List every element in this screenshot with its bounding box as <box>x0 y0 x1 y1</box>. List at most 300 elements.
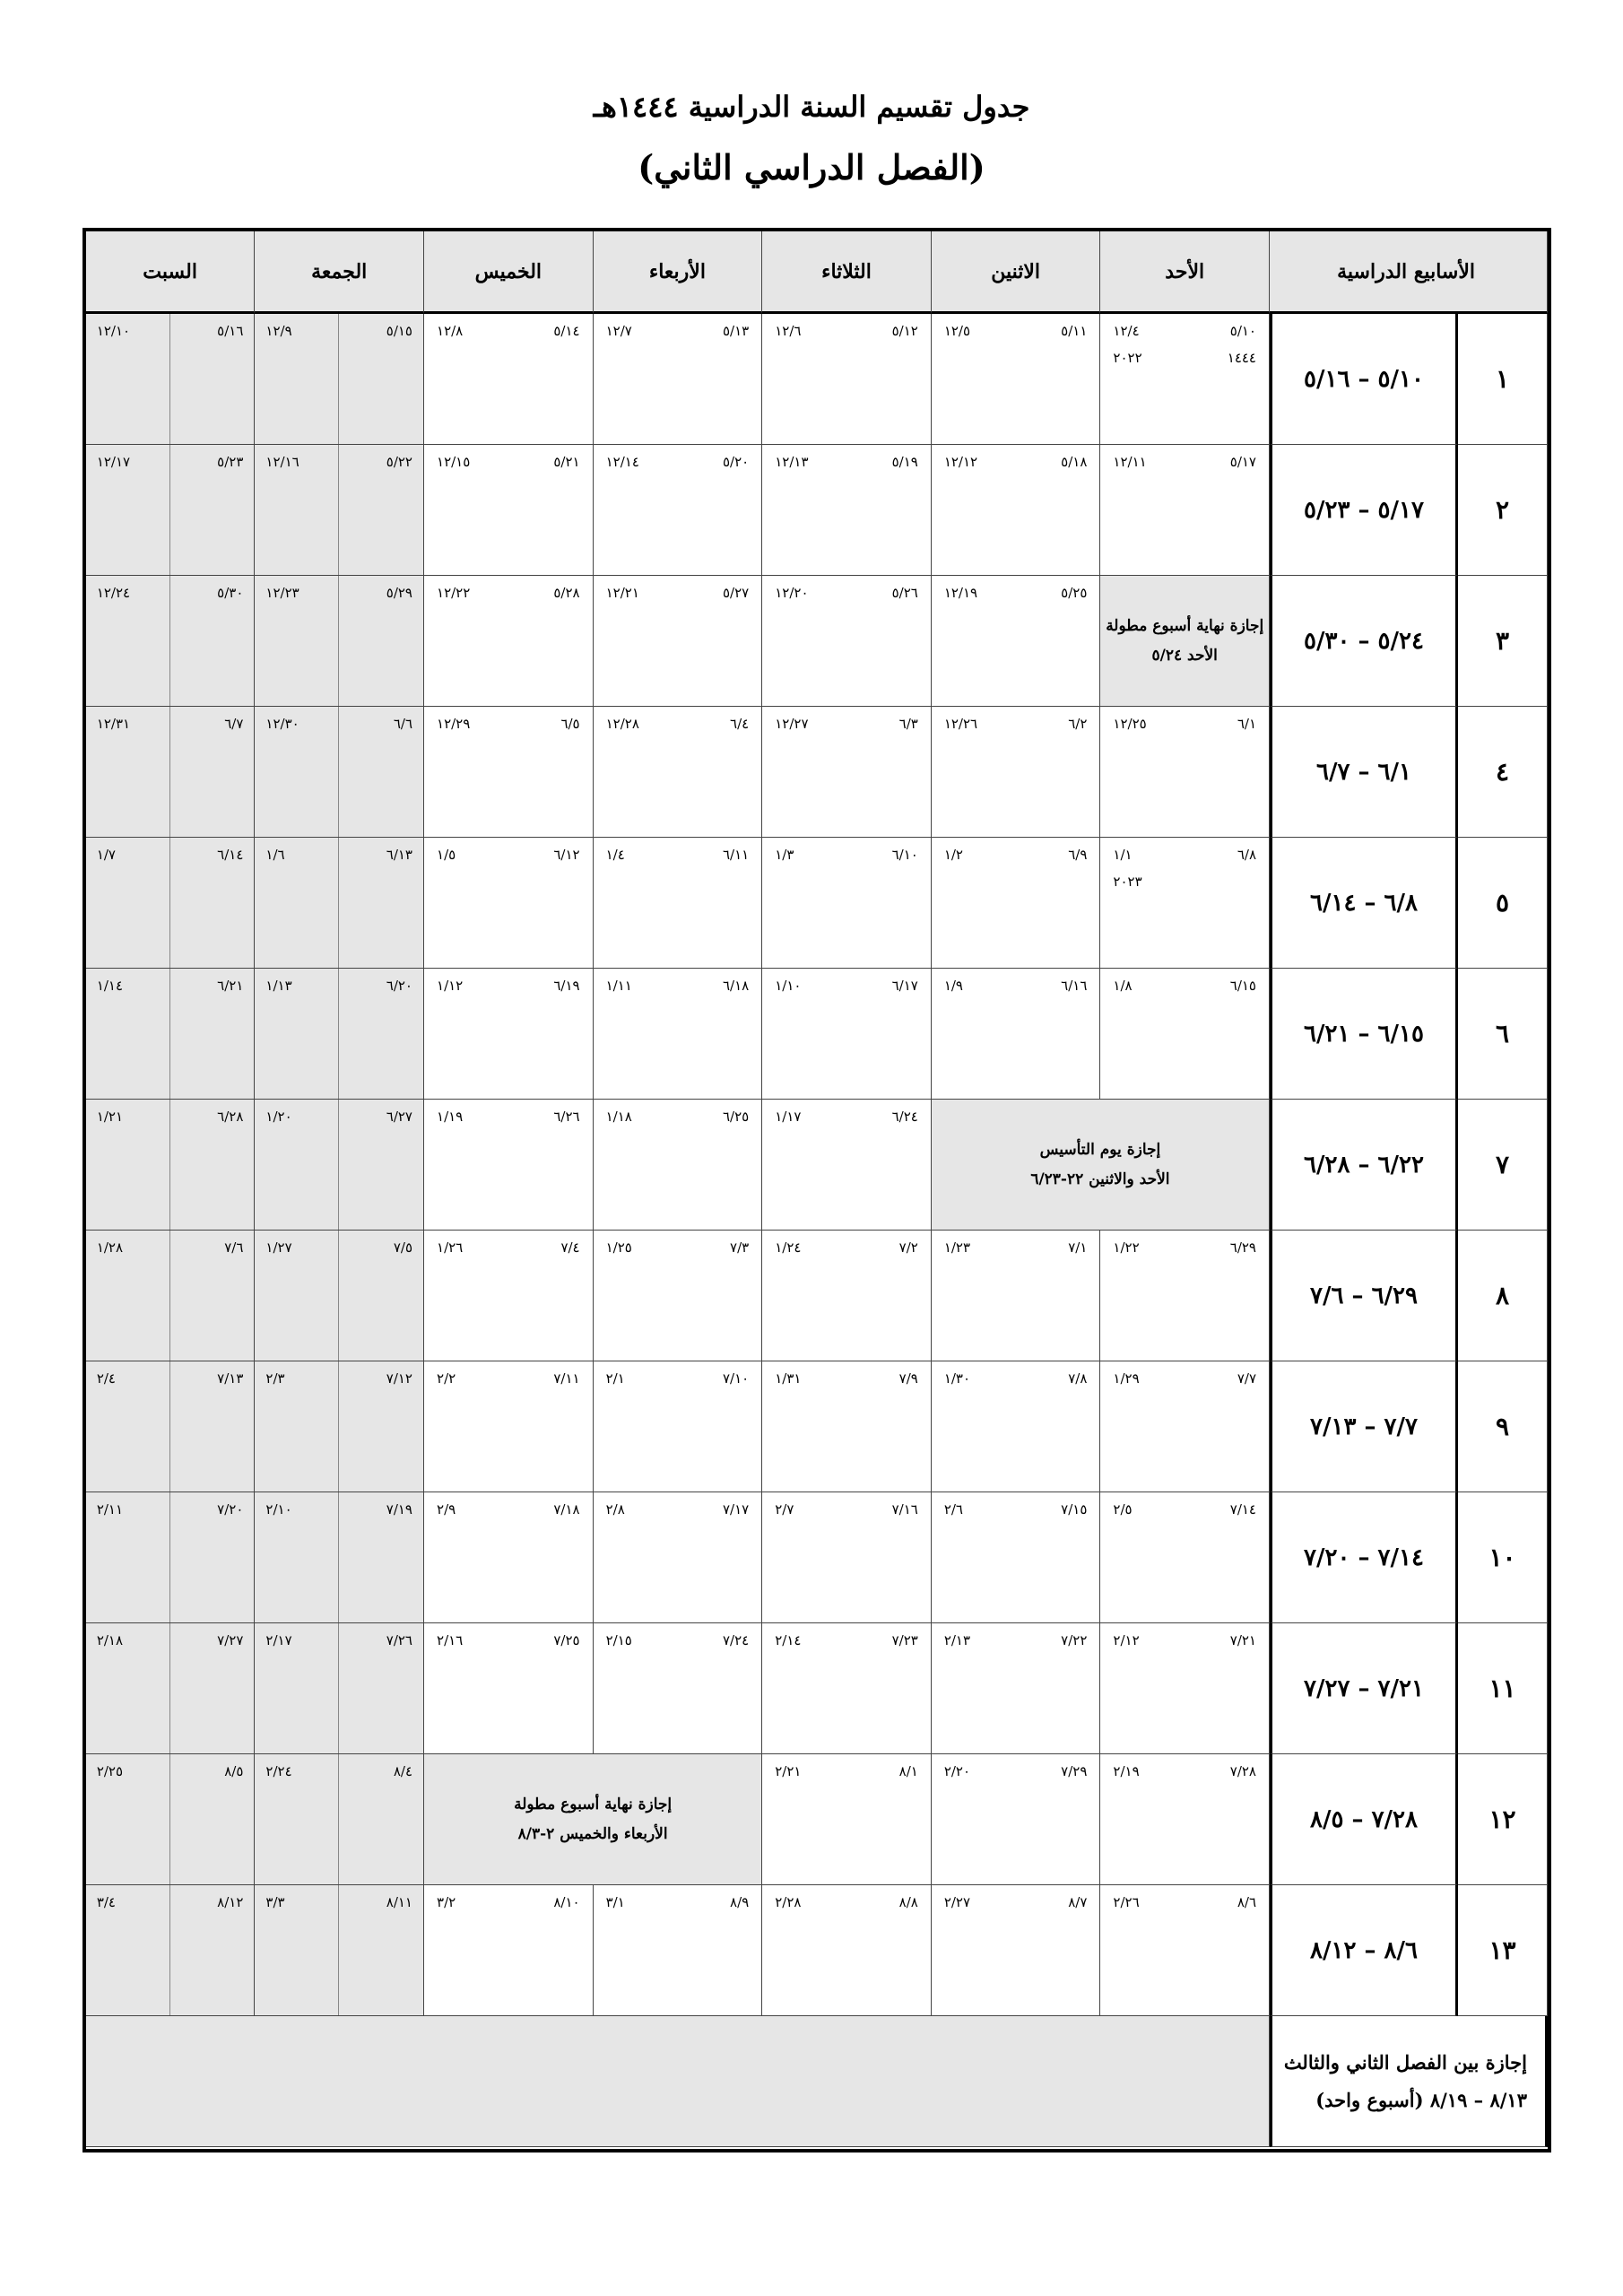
week-number-label: ١٣ <box>1488 1935 1516 1965</box>
header-day-label: الخميس <box>474 259 542 283</box>
hijri-date: ٧/٢ <box>898 1239 918 1256</box>
week-number <box>1458 1231 1548 1361</box>
week-range-label: ٧/١٤ – ٧/٢٠ <box>1304 1544 1424 1571</box>
gregorian-date: ١٢/٩ <box>265 323 292 339</box>
hijri-date: ٧/٢٣ <box>891 1632 918 1648</box>
gregorian-year: ٢٠٢٢ <box>1113 350 1142 366</box>
day-cell <box>86 1361 256 1492</box>
hijri-date: ٦/١١ <box>722 847 750 863</box>
gregorian-date: ٢/١٥ <box>605 1632 632 1648</box>
hijri-date: ٧/١٩ <box>386 1501 412 1518</box>
hijri-date: ٧/٩ <box>898 1370 918 1387</box>
week-number-label: ٨ <box>1495 1281 1510 1310</box>
day-cell <box>1100 838 1270 969</box>
holiday-note <box>1100 576 1270 707</box>
day-cell <box>86 1885 256 2016</box>
hijri-date: ٧/٥ <box>393 1239 412 1256</box>
day-cell <box>762 838 932 969</box>
day-cell <box>594 445 763 576</box>
hijri-date: ٦/١ <box>1237 716 1256 732</box>
day-cell <box>594 1231 763 1361</box>
gregorian-date: ٢/٧ <box>775 1501 794 1518</box>
gregorian-date: ١٢/٢٢ <box>437 585 471 601</box>
header-day-label: الاثنين <box>991 259 1041 283</box>
week-range-label: ٥/١٧ – ٥/٢٣ <box>1304 496 1424 524</box>
gregorian-date: ٢/٢٧ <box>943 1894 971 1910</box>
day-cell <box>1100 1231 1270 1361</box>
hijri-date: ٨/٧ <box>1068 1894 1088 1910</box>
hijri-date: ٦/٢٤ <box>891 1109 918 1125</box>
gregorian-date: ٢/١٧ <box>265 1632 292 1648</box>
gregorian-date: ١/٢٠ <box>265 1109 292 1125</box>
gregorian-date: ٢/٣ <box>265 1370 285 1387</box>
gregorian-date: ١/٣٠ <box>943 1370 971 1387</box>
day-cell <box>594 1623 763 1754</box>
week-number <box>1458 1100 1548 1231</box>
gregorian-date: ١٢/١٤ <box>605 454 639 470</box>
hijri-date: ٨/٥ <box>224 1763 244 1779</box>
week-range <box>1270 576 1458 707</box>
week-range-label: ٦/١٥ – ٦/٢١ <box>1304 1020 1424 1048</box>
hijri-date: ٦/٢ <box>1068 716 1088 732</box>
gregorian-date: ١٢/٢٧ <box>775 716 809 732</box>
day-cell <box>255 838 424 969</box>
hijri-date: ٧/٢٠ <box>217 1501 244 1518</box>
hijri-date: ٥/٣٠ <box>217 585 244 601</box>
week-number <box>1458 1754 1548 1885</box>
hijri-date: ٧/١٤ <box>1229 1501 1256 1518</box>
day-cell <box>932 1361 1101 1492</box>
week-number-label: ٩ <box>1495 1412 1510 1441</box>
hijri-date: ٥/٢٧ <box>722 585 750 601</box>
day-cell <box>424 576 594 707</box>
hijri-date: ٦/٢٦ <box>553 1109 580 1125</box>
day-cell <box>255 314 424 445</box>
week-range <box>1270 969 1458 1100</box>
day-cell <box>762 314 932 445</box>
hijri-date: ٧/١٠ <box>722 1370 750 1387</box>
hijri-year: ١٤٤٤ <box>1227 350 1256 366</box>
gregorian-date: ٢/٢٤ <box>265 1763 292 1779</box>
hijri-date: ٧/٢٤ <box>722 1632 750 1648</box>
gregorian-date: ١٢/١٠ <box>96 323 131 339</box>
hijri-date: ٦/٦ <box>393 716 412 732</box>
gregorian-date: ٢/١ <box>605 1370 625 1387</box>
week-number-label: ١١ <box>1488 1674 1516 1703</box>
week-range-label: ٧/٧ – ٧/١٣ <box>1310 1413 1418 1440</box>
holiday-note-line: الأحد والاثنين ٢٢-٦/٢٣ <box>1030 1170 1170 1188</box>
gregorian-date: ١٢/١٥ <box>437 454 471 470</box>
day-cell <box>932 445 1101 576</box>
week-number-label: ٢ <box>1495 495 1510 525</box>
day-cell <box>86 1492 256 1623</box>
gregorian-date: ٢/٢٨ <box>775 1894 802 1910</box>
hijri-date: ٨/٦ <box>1237 1894 1256 1910</box>
gregorian-date: ١٢/٢٥ <box>1113 716 1147 732</box>
gregorian-date: ١٢/١٩ <box>943 585 978 601</box>
semester-break-note <box>1270 2016 1548 2147</box>
gregorian-date: ٢/١٣ <box>943 1632 971 1648</box>
hijri-date: ٨/٤ <box>393 1763 412 1779</box>
hijri-date: ٦/١٥ <box>1229 978 1256 994</box>
day-cell <box>1100 1361 1270 1492</box>
hijri-date: ٦/١٤ <box>217 847 244 863</box>
week-number-label: ٦ <box>1495 1019 1510 1048</box>
day-cell <box>86 445 256 576</box>
day-cell <box>255 707 424 838</box>
gregorian-date: ١/٢ <box>943 847 963 863</box>
gregorian-date: ١/١٤ <box>96 978 124 994</box>
hijri-date: ٧/١٧ <box>722 1501 750 1518</box>
header-day-5 <box>255 231 424 314</box>
hijri-date: ٥/١٩ <box>891 454 918 470</box>
gregorian-date: ١/١ <box>1113 847 1133 863</box>
gregorian-date: ٢/١٢ <box>1113 1632 1140 1648</box>
gregorian-date: ٢/١٠ <box>265 1501 292 1518</box>
week-number <box>1458 1623 1548 1754</box>
gregorian-date: ١٢/٣١ <box>96 716 131 732</box>
week-number-label: ٣ <box>1495 626 1510 656</box>
day-cell <box>86 838 256 969</box>
week-range-label: ٥/٢٤ – ٥/٣٠ <box>1304 627 1424 655</box>
day-cell <box>86 1100 256 1231</box>
hijri-date: ٧/٢٢ <box>1061 1632 1088 1648</box>
gregorian-date: ١/٥ <box>437 847 456 863</box>
hijri-date: ٦/٢١ <box>217 978 244 994</box>
day-cell <box>255 1361 424 1492</box>
hijri-date: ٥/١٥ <box>386 323 412 339</box>
holiday-note-line: إجازة نهاية أسبوع مطولة <box>514 1796 673 1814</box>
hijri-date: ٨/٩ <box>730 1894 750 1910</box>
day-cell <box>762 707 932 838</box>
day-cell <box>424 1100 594 1231</box>
hijri-date: ٥/١١ <box>1061 323 1088 339</box>
hijri-date: ٥/١٨ <box>1061 454 1088 470</box>
week-range <box>1270 445 1458 576</box>
gregorian-date: ١/٦ <box>265 847 285 863</box>
week-range <box>1270 314 1458 445</box>
hijri-date: ٧/٢٦ <box>386 1632 412 1648</box>
gregorian-date: ١/٣ <box>775 847 794 863</box>
header-day-1 <box>932 231 1101 314</box>
gregorian-date: ٢/١٦ <box>437 1632 464 1648</box>
week-number <box>1458 314 1548 445</box>
gregorian-date: ١٢/٥ <box>943 323 971 339</box>
week-range <box>1270 1361 1458 1492</box>
gregorian-date: ٢/١٤ <box>775 1632 802 1648</box>
hijri-date: ٦/١٩ <box>553 978 580 994</box>
header-day-label: السبت <box>143 259 197 283</box>
gregorian-date: ١٢/١٢ <box>943 454 978 470</box>
gregorian-date: ١٢/١١ <box>1113 454 1147 470</box>
gregorian-date: ١٢/٢٠ <box>775 585 809 601</box>
holiday-note-line: الأربعاء والخميس ٢-٨/٣ <box>517 1824 668 1843</box>
day-cell <box>424 1231 594 1361</box>
week-number-label: ٧ <box>1495 1150 1510 1179</box>
gregorian-date: ٣/٢ <box>437 1894 456 1910</box>
semester-calendar-table <box>82 228 1551 2152</box>
day-cell <box>762 1885 932 2016</box>
hijri-date: ٨/١٠ <box>553 1894 580 1910</box>
day-cell <box>594 969 763 1100</box>
day-cell <box>86 1623 256 1754</box>
gregorian-date: ١/٢١ <box>96 1109 124 1125</box>
gregorian-date: ١/٢٣ <box>943 1239 971 1256</box>
hijri-date: ٦/٩ <box>1068 847 1088 863</box>
gregorian-date: ١/٢٢ <box>1113 1239 1140 1256</box>
gregorian-date: ٣/٣ <box>265 1894 285 1910</box>
hijri-date: ٧/٢١ <box>1229 1632 1256 1648</box>
gregorian-date: ٢/١٩ <box>1113 1763 1140 1779</box>
hijri-date: ٦/٣ <box>898 716 918 732</box>
hijri-date: ٥/١٤ <box>553 323 580 339</box>
week-range-label: ٥/١٠ – ٥/١٦ <box>1304 365 1424 393</box>
day-cell <box>932 1754 1101 1885</box>
gregorian-date: ٣/١ <box>605 1894 625 1910</box>
week-range-label: ٦/١ – ٦/٧ <box>1316 758 1411 786</box>
gregorian-date: ١٢/٦ <box>775 323 802 339</box>
day-cell <box>424 969 594 1100</box>
gregorian-date: ١٢/١٧ <box>96 454 131 470</box>
day-cell <box>1100 314 1270 445</box>
day-cell <box>255 576 424 707</box>
day-cell <box>932 838 1101 969</box>
week-range <box>1270 1623 1458 1754</box>
day-cell <box>255 445 424 576</box>
gregorian-date: ١٢/٢١ <box>605 585 639 601</box>
header-day-label: الأحد <box>1165 259 1205 283</box>
hijri-date: ٧/١١ <box>553 1370 580 1387</box>
hijri-date: ٥/١٣ <box>722 323 750 339</box>
week-range <box>1270 1100 1458 1231</box>
gregorian-date: ١/٢٨ <box>96 1239 124 1256</box>
hijri-date: ٦/١٧ <box>891 978 918 994</box>
hijri-date: ٦/١٦ <box>1061 978 1088 994</box>
day-cell <box>1100 969 1270 1100</box>
week-range-label: ٧/٢١ – ٧/٢٧ <box>1304 1674 1424 1702</box>
day-cell <box>762 1492 932 1623</box>
gregorian-date: ٢/٦ <box>943 1501 963 1518</box>
week-range-label: ٦/٢٩ – ٧/٦ <box>1310 1282 1418 1309</box>
gregorian-date: ١/١٠ <box>775 978 802 994</box>
day-cell <box>1100 1885 1270 2016</box>
week-number-label: ١٠ <box>1488 1543 1516 1572</box>
week-number <box>1458 576 1548 707</box>
hijri-date: ٨/١ <box>898 1763 918 1779</box>
week-number-label: ١ <box>1495 364 1510 394</box>
week-number <box>1458 969 1548 1100</box>
gregorian-year: ٢٠٢٣ <box>1113 874 1142 890</box>
gregorian-date: ٢/٢١ <box>775 1763 802 1779</box>
hijri-date: ٧/١ <box>1068 1239 1088 1256</box>
day-cell <box>86 707 256 838</box>
day-cell <box>932 1623 1101 1754</box>
hijri-date: ٦/٤ <box>730 716 750 732</box>
hijri-date: ٧/١٥ <box>1061 1501 1088 1518</box>
day-cell <box>762 445 932 576</box>
hijri-date: ٦/١٢ <box>553 847 580 863</box>
gregorian-date: ٢/١١ <box>96 1501 124 1518</box>
hijri-date: ٦/١٣ <box>386 847 412 863</box>
day-cell <box>86 576 256 707</box>
header-day-2 <box>762 231 932 314</box>
gregorian-date: ١/٢٥ <box>605 1239 632 1256</box>
week-range <box>1270 1492 1458 1623</box>
hijri-date: ٧/٢٩ <box>1061 1763 1088 1779</box>
hijri-date: ٦/٢٥ <box>722 1109 750 1125</box>
hijri-date: ٥/٢٠ <box>722 454 750 470</box>
hijri-date: ٦/٨ <box>1237 847 1256 863</box>
week-number-label: ٥ <box>1495 888 1510 918</box>
gregorian-date: ١٢/٢٩ <box>437 716 471 732</box>
gregorian-date: ١/٩ <box>943 978 963 994</box>
gregorian-date: ٢/١٨ <box>96 1632 124 1648</box>
gregorian-date: ١٢/٣٠ <box>265 716 299 732</box>
header-day-label: الجمعة <box>311 259 368 283</box>
hijri-date: ٥/١٢ <box>891 323 918 339</box>
gregorian-date: ١/٤ <box>605 847 625 863</box>
holiday-note-line: الأحد ٥/٢٤ <box>1151 646 1218 665</box>
gregorian-date: ١/٢٤ <box>775 1239 802 1256</box>
semester-break-dates: ٨/١٣ – ٨/١٩ (أسبوع واحد) <box>1315 2088 1527 2111</box>
gregorian-date: ١٢/١٦ <box>265 454 299 470</box>
hijri-date: ٥/٢١ <box>553 454 580 470</box>
hijri-date: ٧/٤ <box>560 1239 580 1256</box>
week-range-label: ٦/٢٢ – ٦/٢٨ <box>1304 1151 1424 1178</box>
gregorian-date: ٢/٢٥ <box>96 1763 124 1779</box>
gregorian-date: ١٢/٢٤ <box>96 585 131 601</box>
gregorian-date: ١٢/٢٨ <box>605 716 639 732</box>
day-cell <box>762 969 932 1100</box>
hijri-date: ٥/٢٩ <box>386 585 412 601</box>
day-cell <box>762 576 932 707</box>
gregorian-date: ١٢/٨ <box>437 323 464 339</box>
hijri-date: ٦/٧ <box>224 716 244 732</box>
day-cell <box>255 1492 424 1623</box>
day-cell <box>594 576 763 707</box>
week-number <box>1458 838 1548 969</box>
day-cell <box>424 707 594 838</box>
hijri-date: ٧/١٣ <box>217 1370 244 1387</box>
holiday-note-line: إجازة يوم التأسيس <box>1039 1141 1161 1160</box>
gregorian-date: ١/٨ <box>1113 978 1133 994</box>
page-subtitle: (الفصل الدراسي الثاني) <box>638 147 985 187</box>
gregorian-date: ١٢/٢٦ <box>943 716 978 732</box>
day-cell <box>932 1231 1101 1361</box>
day-cell <box>424 445 594 576</box>
week-number <box>1458 707 1548 838</box>
footer-shaded-area <box>86 2016 1270 2147</box>
gregorian-date: ١٢/١٣ <box>775 454 809 470</box>
day-cell <box>932 1492 1101 1623</box>
holiday-note <box>424 1754 762 1885</box>
day-cell <box>255 969 424 1100</box>
day-cell <box>86 1754 256 1885</box>
day-cell <box>86 969 256 1100</box>
gregorian-date: ٢/٢ <box>437 1370 456 1387</box>
gregorian-date: ١/٢٦ <box>437 1239 464 1256</box>
gregorian-date: ٢/٢٦ <box>1113 1894 1140 1910</box>
holiday-note <box>932 1100 1270 1231</box>
week-range <box>1270 707 1458 838</box>
hijri-date: ٧/١٢ <box>386 1370 412 1387</box>
hijri-date: ٥/٢٢ <box>386 454 412 470</box>
day-cell <box>424 1492 594 1623</box>
header-day-6 <box>86 231 256 314</box>
page-title: جدول تقسيم السنة الدراسية ١٤٤٤هـ <box>593 90 1030 124</box>
week-range <box>1270 838 1458 969</box>
gregorian-date: ١/٣١ <box>775 1370 802 1387</box>
gregorian-date: ١/١٧ <box>775 1109 802 1125</box>
week-number <box>1458 1885 1548 2016</box>
day-cell <box>762 1623 932 1754</box>
hijri-date: ٦/١٨ <box>722 978 750 994</box>
header-day-0 <box>1100 231 1270 314</box>
header-day-4 <box>424 231 594 314</box>
gregorian-date: ١٢/٤ <box>1113 323 1140 339</box>
week-range <box>1270 1885 1458 2016</box>
day-cell <box>932 576 1101 707</box>
day-cell <box>594 314 763 445</box>
day-cell <box>932 969 1101 1100</box>
day-cell <box>594 1100 763 1231</box>
hijri-date: ٧/٧ <box>1237 1370 1256 1387</box>
day-cell <box>594 707 763 838</box>
header-day-label: الثلاثاء <box>821 259 872 283</box>
hijri-date: ٨/١٢ <box>217 1894 244 1910</box>
gregorian-date: ٢/٩ <box>437 1501 456 1518</box>
day-cell <box>86 1231 256 1361</box>
hijri-date: ٦/٢٨ <box>217 1109 244 1125</box>
hijri-date: ٧/١٦ <box>891 1501 918 1518</box>
day-cell <box>255 1231 424 1361</box>
day-cell <box>762 1754 932 1885</box>
header-weeks <box>1270 231 1548 314</box>
day-cell <box>255 1100 424 1231</box>
week-range-label: ٧/٢٨ – ٨/٥ <box>1310 1805 1418 1833</box>
hijri-date: ٧/٢٧ <box>217 1632 244 1648</box>
day-cell <box>255 1754 424 1885</box>
hijri-date: ٥/٢٣ <box>217 454 244 470</box>
gregorian-date: ١/٢٩ <box>1113 1370 1140 1387</box>
gregorian-date: ١/٧ <box>96 847 116 863</box>
week-number <box>1458 1492 1548 1623</box>
hijri-date: ٧/٦ <box>224 1239 244 1256</box>
gregorian-date: ١/١٩ <box>437 1109 464 1125</box>
hijri-date: ٧/٣ <box>730 1239 750 1256</box>
week-range <box>1270 1231 1458 1361</box>
hijri-date: ٥/١٠ <box>1229 323 1256 339</box>
day-cell <box>932 707 1101 838</box>
holiday-note-line: إجازة نهاية أسبوع مطولة <box>1106 617 1264 636</box>
gregorian-date: ١/١٢ <box>437 978 464 994</box>
day-cell <box>932 1885 1101 2016</box>
day-cell <box>594 838 763 969</box>
week-number <box>1458 445 1548 576</box>
hijri-date: ٦/٢٧ <box>386 1109 412 1125</box>
day-cell <box>1100 445 1270 576</box>
hijri-date: ٥/١٦ <box>217 323 244 339</box>
day-cell <box>1100 1623 1270 1754</box>
week-number <box>1458 1361 1548 1492</box>
hijri-date: ٥/٢٦ <box>891 585 918 601</box>
hijri-date: ٥/٢٨ <box>553 585 580 601</box>
gregorian-date: ٢/٥ <box>1113 1501 1133 1518</box>
hijri-date: ٦/٥ <box>560 716 580 732</box>
hijri-date: ٧/٢٥ <box>553 1632 580 1648</box>
gregorian-date: ١٢/٧ <box>605 323 632 339</box>
hijri-date: ٦/٢٠ <box>386 978 412 994</box>
